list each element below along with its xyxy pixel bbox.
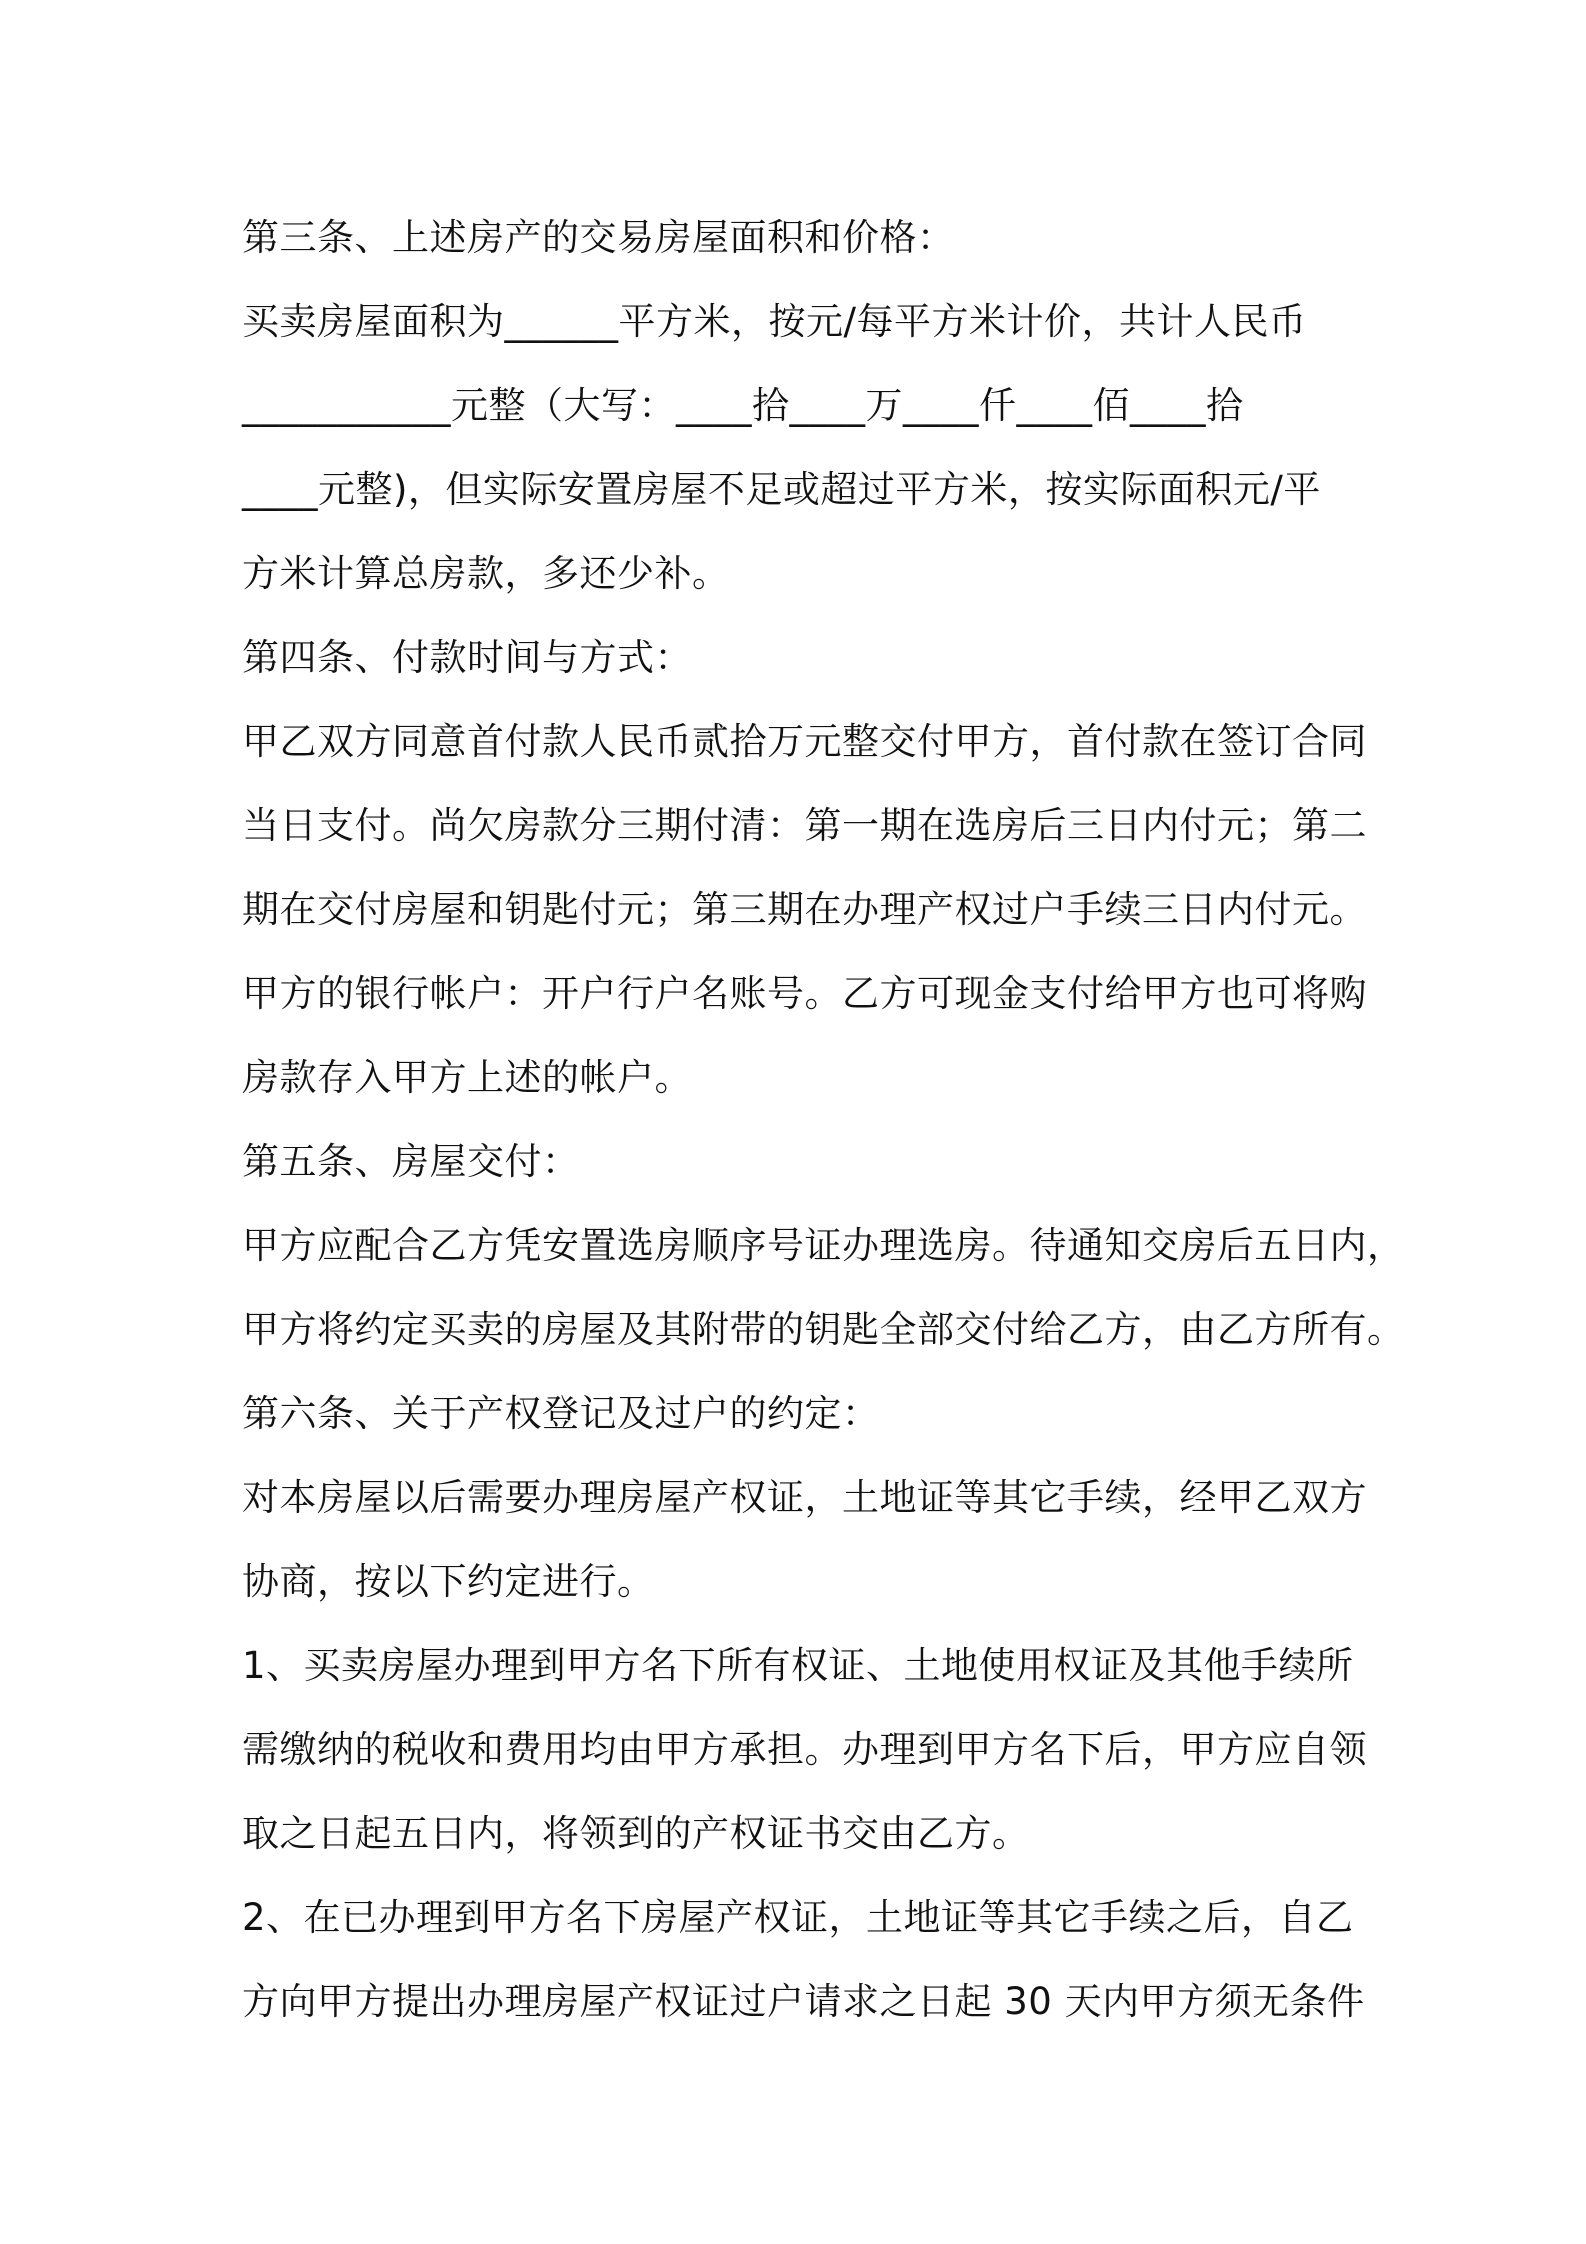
text-line: 甲乙双方同意首付款人民币贰拾万元整交付甲方，首付款在签订合同: [242, 720, 1367, 763]
text-line: 买卖房屋面积为______平方米，按元/每平方米计价，共计人民币: [242, 300, 1307, 343]
text-line: 需缴纳的税收和费用均由甲方承担。办理到甲方名下后，甲方应自领: [242, 1728, 1367, 1771]
clause-2-line: 2、在已办理到甲方名下房屋产权证，土地证等其它手续之后，自乙: [242, 1896, 1354, 1939]
text-line: ____元整)，但实际安置房屋不足或超过平方米，按实际面积元/平: [242, 468, 1321, 511]
text-line: 房款存入甲方上述的帐户。: [242, 1056, 692, 1099]
text-line: 取之日起五日内，将领到的产权证书交由乙方。: [242, 1812, 1030, 1855]
document-body: [242, 196, 1405, 2044]
text-line: ___________元整（大写：____拾____万____仟____佰____拾: [242, 384, 1244, 427]
article-4-heading: 第四条、付款时间与方式：: [242, 636, 692, 679]
article-3-heading: 第三条、上述房产的交易房屋面积和价格：: [242, 216, 955, 259]
text-line: 甲方应配合乙方凭安置选房顺序号证办理选房。待通知交房后五日内，: [242, 1224, 1405, 1267]
text-line: 甲方的银行帐户：开户行户名账号。乙方可现金支付给甲方也可将购: [242, 972, 1367, 1015]
article-5-heading: 第五条、房屋交付：: [242, 1140, 580, 1183]
text-line: 方米计算总房款，多还少补。: [242, 552, 730, 595]
text-line: 期在交付房屋和钥匙付元；第三期在办理产权过户手续三日内付元。: [242, 888, 1367, 931]
article-6-heading: 第六条、关于产权登记及过户的约定：: [242, 1392, 880, 1435]
text-line: 甲方将约定买卖的房屋及其附带的钥匙全部交付给乙方，由乙方所有。: [242, 1308, 1405, 1351]
text-line: 方向甲方提出办理房屋产权证过户请求之日起 30 天内甲方须无条件: [242, 1980, 1365, 2023]
text-line: 对本房屋以后需要办理房屋产权证，土地证等其它手续，经甲乙双方: [242, 1476, 1367, 1519]
text-line: 当日支付。尚欠房款分三期付清：第一期在选房后三日内付元；第二: [242, 804, 1367, 847]
clause-1-line: 1、买卖房屋办理到甲方名下所有权证、土地使用权证及其他手续所: [242, 1644, 1354, 1687]
text-line: 协商，按以下约定进行。: [242, 1560, 655, 1603]
